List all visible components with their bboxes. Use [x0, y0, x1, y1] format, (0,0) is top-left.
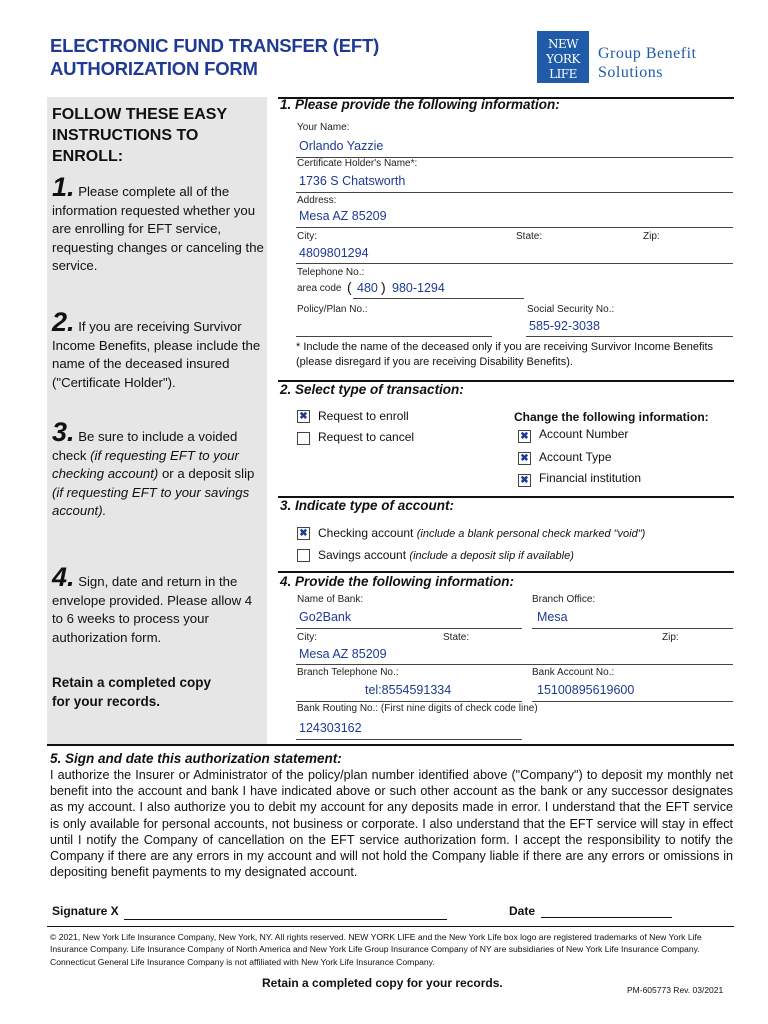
deceased-note: * Include the name of the deceased only if you are receiving Survivor Income Benefits (please disregard if you are receiving Disability Benefits).	[296, 341, 714, 368]
address-label: Address:	[297, 195, 337, 206]
field-underline	[532, 628, 733, 629]
cert-holder-field[interactable]: 1736 S Chatsworth	[299, 174, 406, 188]
request-enroll-label: Request to enroll	[318, 409, 409, 423]
bank-name-label: Name of Bank:	[297, 594, 364, 605]
bank-account-field[interactable]: 15100895619600	[537, 683, 635, 697]
authorization-statement: I authorize the Insurer or Administrator of the policy/plan number identified above ("Company") to deposit my monthly net benefit into the account and bank I have indicated above or such other account as the bank or any successor designates as my account. I also authorize you to debit my account for any deposits made in error. I understand that the EFT service is only available for personal accounts, not business or corporate. I also understand that the EFT service will stay in effect until I notify the Company of cancellation on the EFT service authorization form. I accept the responsibility to notify the Company if there are any errors in my account and will not hold the Company liable if there are any errors or omissions in depositing benefit payments to my designated account.	[50, 768, 733, 880]
signature-label: Signature X	[52, 904, 119, 918]
your-name-field[interactable]: Orlando Yazzie	[299, 139, 384, 153]
bank-name-field[interactable]: Go2Bank	[299, 610, 352, 624]
account-number-label: Account Number	[539, 427, 629, 441]
bank-city-field[interactable]: Mesa AZ 85209	[299, 647, 387, 661]
policy-plan-label: Policy/Plan No.:	[297, 304, 368, 315]
field-underline	[532, 701, 733, 702]
section-5-title: 5. Sign and date this authorization statement:	[50, 751, 342, 766]
city-label: City:	[297, 231, 317, 242]
section-1-title: 1. Please provide the following information:	[280, 97, 560, 112]
field-underline	[296, 336, 492, 337]
section-3-title: 3. Indicate type of account:	[280, 498, 455, 513]
your-name-label: Your Name:	[297, 122, 350, 133]
branch-telephone-field[interactable]: tel:8554591334	[365, 683, 452, 697]
account-number-checkbox[interactable]: ✖	[518, 430, 531, 443]
retain-copy-footer: Retain a completed copy for your records.	[262, 976, 503, 990]
address-field[interactable]: Mesa AZ 85209	[299, 209, 387, 223]
area-code-open-paren: (	[347, 279, 352, 295]
section-4-title: 4. Provide the following information:	[280, 574, 515, 589]
checking-account-option: Checking account (include a blank personal check marked "void")	[318, 526, 646, 540]
branch-office-label: Branch Office:	[532, 594, 596, 605]
instruction-step-1: 1. Please complete all of the information requested whether you are enrolling for EFT service, requesting changes or canceling the service.	[52, 172, 264, 273]
signature-field[interactable]	[124, 919, 447, 920]
bank-city-label: City:	[297, 632, 317, 643]
copyright-notice: © 2021, New York Life Insurance Company, New York, NY. All rights reserved. NEW YORK LIFE and the New York Life box logo are registered trademarks of New York Life Insurance Company. Life Insurance Company of North America and New York Life Group Insurance Company of NY are subsidiaries of New York Life Insurance Company. Connecticut General Life Insurance Company is not affiliated with New York Life Insurance Company.	[50, 932, 702, 967]
date-label: Date	[509, 904, 536, 918]
brand-name: Group Benefit Solutions	[598, 45, 697, 81]
field-underline	[526, 336, 733, 337]
field-underline	[296, 664, 733, 665]
change-info-heading: Change the following information:	[514, 410, 709, 424]
field-underline	[296, 227, 733, 228]
instruction-step-3: 3. Be sure to include a voided check (if requesting EFT to your checking account) or a deposit slip (if requesting EFT to your savings account).	[52, 417, 255, 518]
ssn-field[interactable]: 585-92-3038	[529, 319, 600, 333]
area-code-label: area code	[297, 283, 342, 294]
branch-office-field[interactable]: Mesa	[537, 610, 568, 624]
telephone-label: Telephone No.:	[297, 267, 365, 278]
zip-label: Zip:	[643, 231, 660, 242]
routing-field[interactable]: 124303162	[299, 721, 362, 735]
financial-institution-checkbox[interactable]: ✖	[518, 474, 531, 487]
new-york-life-logo: NEW YORK LIFE	[537, 31, 589, 83]
form-number: PM-605773 Rev. 03/2021	[627, 985, 724, 995]
retain-copy-note: Retain a completed copy for your records.	[52, 675, 212, 709]
footer-divider	[47, 926, 734, 927]
area-code-field[interactable]: 480	[357, 281, 378, 295]
bank-account-label: Bank Account No.:	[532, 667, 615, 678]
savings-account-option: Savings account (include a deposit slip if available)	[318, 548, 574, 562]
account-type-label: Account Type	[539, 450, 612, 464]
field-underline	[353, 298, 524, 299]
field-underline	[296, 263, 733, 264]
section-divider	[47, 744, 734, 746]
bank-zip-label: Zip:	[662, 632, 679, 643]
section-2-title: 2. Select type of transaction:	[280, 382, 464, 397]
cert-holder-label: Certificate Holder's Name*:	[297, 158, 418, 169]
area-code-close-paren: )	[381, 279, 386, 295]
field-underline	[296, 739, 522, 740]
form-title: ELECTRONIC FUND TRANSFER (EFT) AUTHORIZATION FORM	[50, 35, 380, 79]
bank-state-label: State:	[443, 632, 470, 643]
instruction-step-4: 4. Sign, date and return in the envelope provided. Please allow 4 to 6 weeks to process your authorization form.	[52, 562, 253, 645]
date-field[interactable]	[541, 917, 672, 918]
request-cancel-label: Request to cancel	[318, 430, 415, 444]
field-underline	[296, 192, 733, 193]
ssn-label: Social Security No.:	[527, 304, 615, 315]
field-underline	[296, 628, 522, 629]
telephone-field[interactable]: 980-1294	[392, 281, 445, 295]
field-underline	[296, 701, 522, 702]
branch-telephone-label: Branch Telephone No.:	[297, 667, 399, 678]
checking-account-checkbox[interactable]: ✖	[297, 527, 310, 540]
routing-label: Bank Routing No.: (First nine digits of check code line)	[297, 703, 538, 714]
section-divider	[278, 571, 734, 573]
account-type-checkbox[interactable]: ✖	[518, 452, 531, 465]
savings-account-checkbox[interactable]	[297, 549, 310, 562]
city-field[interactable]: 4809801294	[299, 246, 369, 260]
instructions-heading: FOLLOW THESE EASY INSTRUCTIONS TO ENROLL:	[52, 106, 228, 165]
financial-institution-label: Financial institution	[539, 471, 642, 485]
instruction-step-2: 2. If you are receiving Survivor Income Benefits, please include the name of the deceased insured ("Certificate Holder").	[52, 307, 261, 390]
request-cancel-checkbox[interactable]	[297, 432, 310, 445]
state-label: State:	[516, 231, 543, 242]
request-enroll-checkbox[interactable]: ✖	[297, 410, 310, 423]
